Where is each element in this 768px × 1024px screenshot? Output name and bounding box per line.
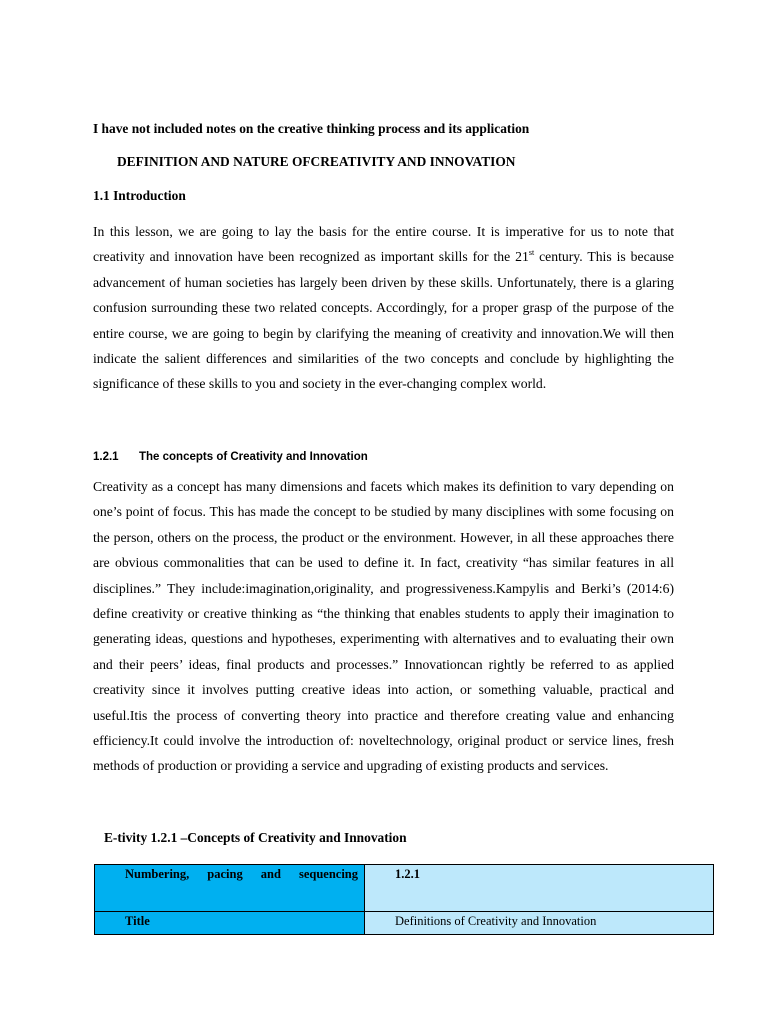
etivity-heading: E-tivity 1.2.1 –Concepts of Creativity and Innovation bbox=[104, 830, 407, 845]
table-value-title: Definitions of Creativity and Innovation bbox=[365, 912, 714, 935]
introduction-text-end: century. This is because advancement of human societies has largely been driven by these skills. Unfortunately, there is a glaring confusion surrounding these two related concepts. Accordingly, for a proper grasp of the purpose of the entire course, we are going to begin by clarifying the meaning of creativity and innovation.We will then indicate the salient differences and similarities of the two concepts and conclude by highlighting the significance of these skills to you and society in the ever-changing complex world. bbox=[93, 249, 674, 392]
document-title: DEFINITION AND NATURE OFCREATIVITY AND INNOVATION bbox=[117, 154, 516, 169]
subsection-heading-concepts bbox=[93, 451, 368, 463]
subsection-title: The concepts of Creativity and Innovation bbox=[139, 451, 368, 463]
concepts-paragraph: Creativity as a concept has many dimensions and facets which makes its definition to vary depending on one’s point of focus. This has made the concept to be studied by many disciplines with some focusing on the person, others on the process, the product or the environment. However, in all these approaches there are obvious commonalities that can be used to define it. In fact, creativity “has similar features in all disciplines.” They include:imagination,originality, and progressiveness.Kampylis and Berki’s (2014:6) define creativity or creative thinking as “the thinking that enables students to apply their imagination to generating ideas, questions and hypotheses, experimenting with alternatives and to evaluating their own and their peers’ ideas, final products and processes.” Innovationcan rightly be referred to as applied creativity since it involves putting creative ideas into action, or something valuable, practical and useful.Itis the process of converting theory into practice and therefore creating value and enhancing efficiency.It could involve the introduction of: noveltechnology, original product or service lines, fresh methods of production or providing a service and upgrading of existing products and services. bbox=[93, 479, 674, 774]
table-value-numbering: 1.2.1 bbox=[365, 865, 714, 912]
author-note: I have not included notes on the creative thinking process and its application bbox=[93, 121, 530, 136]
section-heading-introduction: 1.1 Introduction bbox=[93, 188, 186, 203]
table-row bbox=[95, 912, 714, 935]
table-label-numbering: Numbering, pacing and sequencing bbox=[95, 865, 365, 912]
etivity-table bbox=[94, 864, 714, 935]
table-label-title: Title bbox=[95, 912, 365, 935]
table-row bbox=[95, 865, 714, 912]
introduction-text-start: In this lesson, we are going to lay the basis for the entire course. It is imperative for us to note that creativity and innovation have been recognized as important skills for the 21 bbox=[93, 224, 674, 265]
subsection-number: 1.2.1 bbox=[93, 451, 119, 463]
introduction-paragraph bbox=[93, 219, 674, 397]
ordinal-superscript: st bbox=[528, 248, 535, 258]
